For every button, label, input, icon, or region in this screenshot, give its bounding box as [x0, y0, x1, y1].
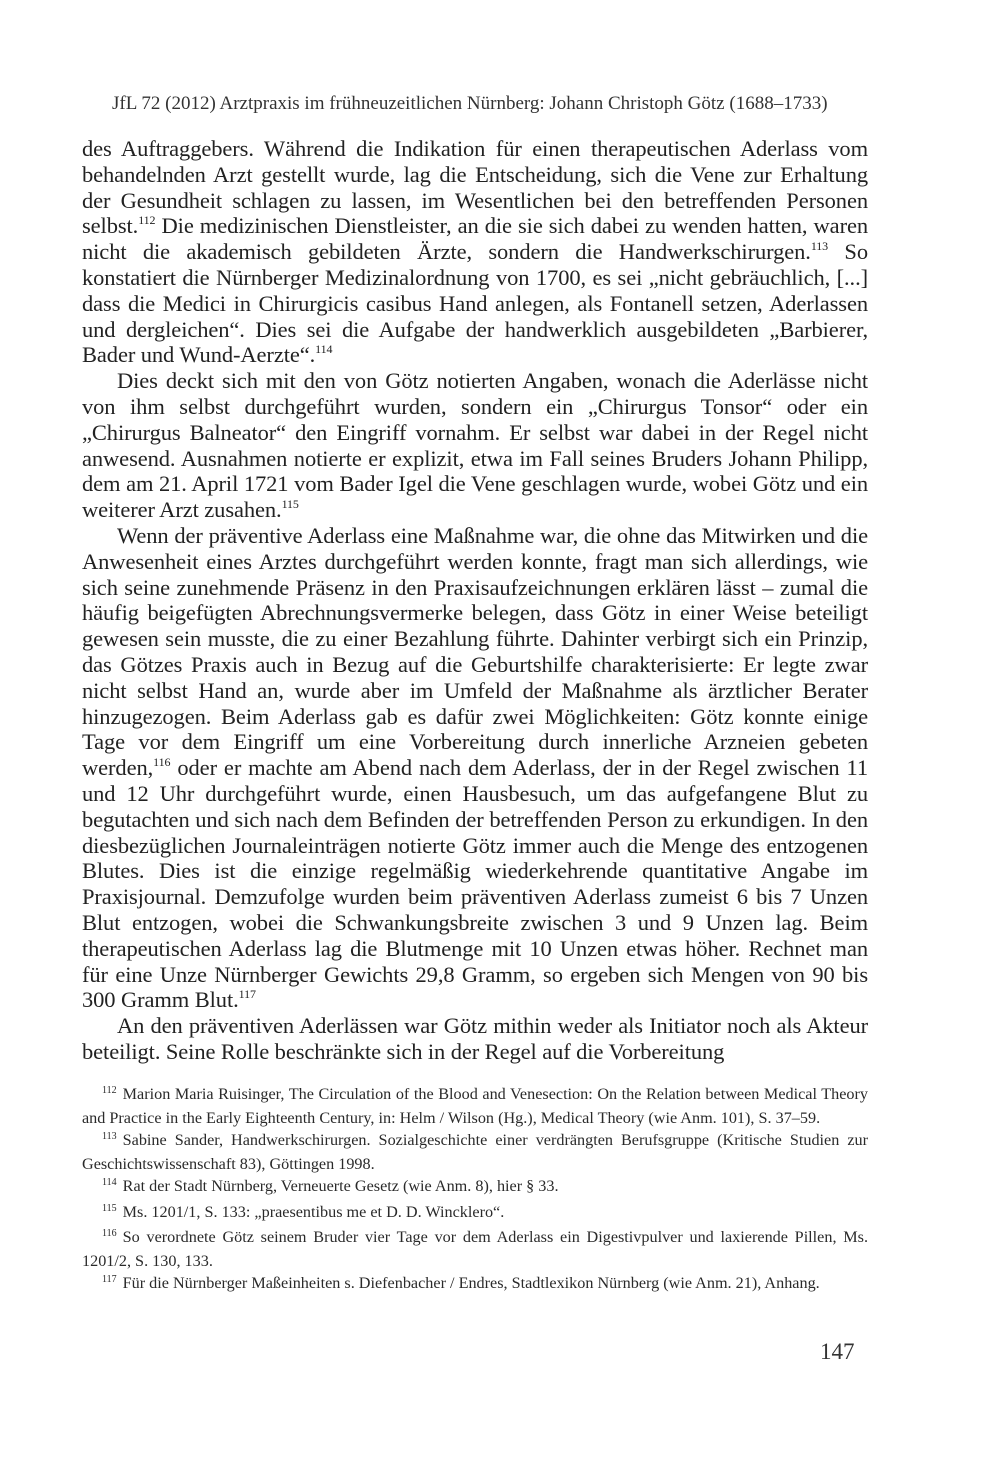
- running-head: JfL 72 (2012) Arztpraxis im frühneuzeitlichen Nürnberg: Johann Christoph Götz (1688–1733): [112, 93, 828, 114]
- footnote-item: [82, 1176, 868, 1200]
- footnote-text: Rat der Stadt Nürnberg, Verneuerte Gesetz (wie Anm. 8), hier § 33.: [122, 1177, 559, 1195]
- footnote-reference[interactable]: 116: [153, 755, 171, 770]
- footnote-number: 113: [102, 1131, 117, 1142]
- footnote-text: Für die Nürnberger Maßeinheiten s. Diefenbacher / Endres, Stadtlexikon Nürnberg (wie Anm. 21), Anhang.: [122, 1274, 820, 1292]
- paragraph-text: des Auftraggebers. Während die Indikation für einen therapeutischen Aderlass vom behandelnden Arzt gestellt wurde, lag die Entscheidung, sich die Vene zur Erhaltung der Gesundheit schlagen zu lassen, im Wesentlichen bei den betreffenden Personen selbst.: [82, 136, 868, 239]
- footnote-item: [82, 1273, 868, 1297]
- footnote-item: [82, 1202, 868, 1226]
- body-text: [82, 136, 868, 1065]
- paragraph-text: So konstatiert die Nürnberger Medizinalordnung von 1700, es sei „nicht gebräuchlich, [...] dass die Medici in Chirurgicis casibus Hand anlegen, als Fontanell setzen, Aderlassen und dergleichen“. Dies sei die Aufgabe der handwerklich ausgebildeten „Barbierer, Bader und Wund-Aerzte“.: [82, 239, 868, 368]
- footnote-reference[interactable]: 112: [138, 213, 156, 228]
- paragraph-4: [82, 1013, 868, 1065]
- footnote-text: Ms. 1201/1, S. 133: „praesentibus me et D. D. Wincklero“.: [122, 1202, 505, 1221]
- footnotes: [82, 1084, 868, 1299]
- paragraph-2: [82, 368, 868, 523]
- paragraph-3: [82, 523, 868, 1013]
- footnote-number: 112: [102, 1085, 117, 1096]
- footnote-number: 114: [102, 1177, 117, 1188]
- footnote-item: [82, 1084, 868, 1128]
- paragraph-text: Die medizinischen Dienstleister, an die sie sich dabei zu wenden hatten, waren nicht die akademisch gebildeten Ärzte, sondern die Handwerkschirurgen.: [82, 213, 868, 265]
- footnote-item: [82, 1130, 868, 1174]
- footnote-reference[interactable]: 113: [810, 239, 829, 254]
- footnote-number: 116: [102, 1228, 117, 1239]
- page-number: 147: [820, 1339, 855, 1364]
- footnote-reference[interactable]: 117: [238, 987, 256, 1002]
- paragraph-text: An den präventiven Aderlässen war Götz mithin weder als Initiator noch als Akteur beteiligt. Seine Rolle beschränkte sich in der Regel auf die Vorbereitung: [82, 1013, 868, 1064]
- footnote-reference[interactable]: 114: [315, 342, 333, 357]
- footnote-number: 117: [102, 1274, 117, 1285]
- paragraph-text: oder er machte am Abend nach dem Aderlass, der in der Regel zwischen 11 und 12 Uhr durchgeführt wurde, einen Hausbesuch, um das aufgefangene Blut zu begutachten und sich nach dem Befinden der betreffenden Person zu erkundigen. In den diesbezüglichen Journaleinträgen notierte Götz immer auch die Menge des entzogenen Blutes. Dies ist die einzige regelmäßig wiederkehrende quantitative Angabe im Praxisjournal. Demzufolge wurden beim präventiven Aderlass zumeist 6 bis 7 Unzen Blut entzogen, wobei die Schwankungsbreite zwischen 3 und 9 Unzen lag. Beim therapeutischen Aderlass lag die Blutmenge mit 10 Unzen etwas höher. Rechnet man für eine Unze Nürnberger Gewichts 29,8 Gramm, so ergeben sich Mengen von 90 bis 300 Gramm Blut.: [82, 755, 868, 1013]
- footnote-number: 115: [102, 1202, 117, 1214]
- footnote-reference[interactable]: 115: [281, 497, 299, 512]
- paragraph-1: [82, 136, 868, 368]
- footnote-text: Sabine Sander, Handwerkschirurgen. Sozialgeschichte einer verdrängten Berufsgruppe (Kritische Studien zur Geschichtswissenschaft 83), Göttingen 1998.: [82, 1131, 868, 1173]
- paragraph-text: Dies deckt sich mit den von Götz notierten Angaben, wonach die Aderlässe nicht von ihm selbst durchgeführt wurden, sondern ein „Chirurgus Tonsor“ oder ein „Chirurgus Balneator“ den Eingriff vornahm. Er selbst war dabei in der Regel nicht anwesend. Ausnahmen notierte er explizit, etwa im Fall seines Bruders Johann Philipp, dem am 21. April 1721 vom Bader Igel die Vene geschlagen wurde, wobei Götz und ein weiterer Arzt zusahen.: [82, 368, 868, 523]
- footnote-item: [82, 1227, 868, 1271]
- footnote-text: So verordnete Götz seinem Bruder vier Tage vor dem Aderlass ein Digestivpulver und laxierende Pillen, Ms. 1201/2, S. 130, 133.: [82, 1228, 868, 1270]
- footnote-text: Marion Maria Ruisinger, The Circulation of the Blood and Venesection: On the Relation between Medical Theory and Practice in the Early Eighteenth Century, in: Helm / Wilson (Hg.), Medical Theory (wie Anm. 101), S. 37–59.: [82, 1085, 868, 1127]
- paragraph-text: Wenn der präventive Aderlass eine Maßnahme war, die ohne das Mitwirken und die Anwesenheit eines Arztes durchgeführt werden konnte, fragt man sich allerdings, wie sich seine zunehmende Präsenz in den Praxisaufzeichnungen erklären lässt – zumal die häufig beigefügten Abrechnungsvermerke belegen, dass Götz in einer Weise beteiligt gewesen sein musste, die zu einer Bezahlung führte. Dahinter verbirgt sich ein Prinzip, das Götzes Praxis auch in Bezug auf die Geburtshilfe charakterisierte: Er legte zwar nicht selbst Hand an, wurde aber im Umfeld der Maßnahme als ärztlicher Berater hinzugezogen. Beim Aderlass gab es dafür zwei Möglichkeiten: Götz konnte einige Tage vor dem Eingriff um eine Vorbereitung durch innerliche Arzneien gebeten werden,: [82, 522, 868, 781]
